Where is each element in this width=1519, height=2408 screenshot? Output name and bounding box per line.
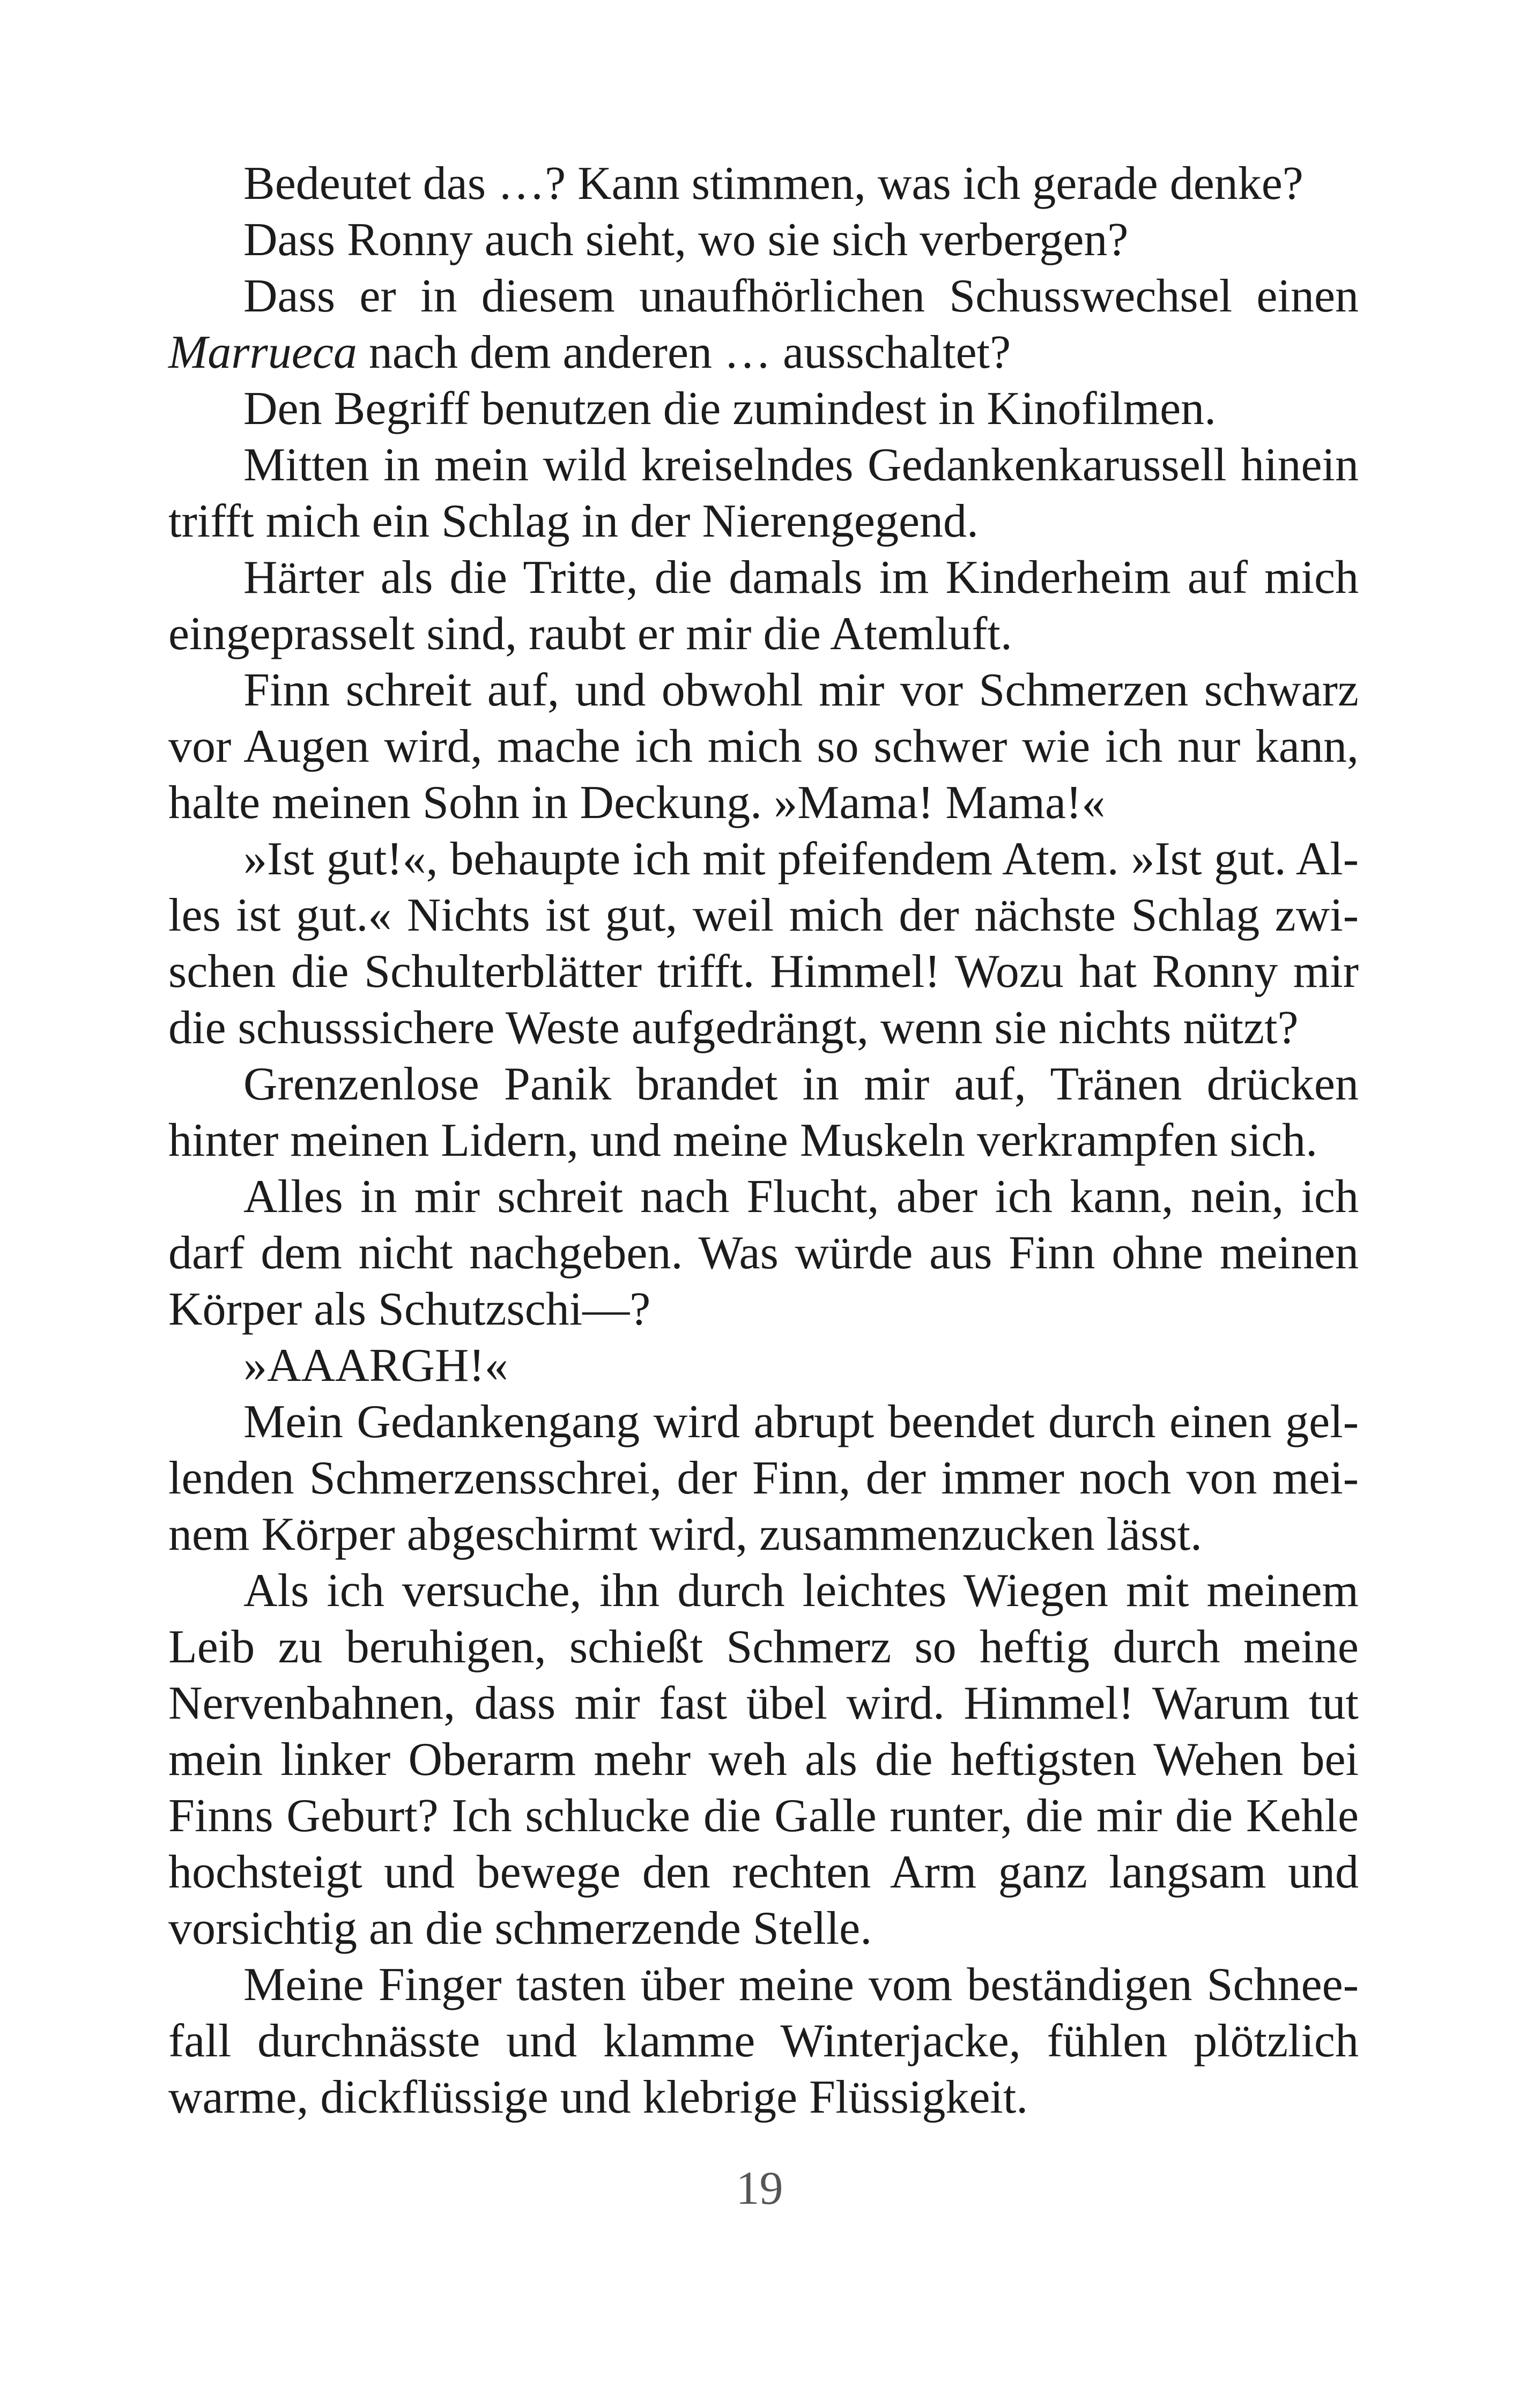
text-line: »AAARGH!«: [243, 1340, 508, 1392]
text-line: lenden Schmerzensschrei, der Finn, der immer noch von mei-: [168, 1452, 1359, 1504]
text-line: Härter als die Tritte, die damals im Kinderheim auf mich: [243, 552, 1359, 604]
text-line: vor Augen wird, mache ich mich so schwer wie ich nur kann,: [168, 720, 1359, 772]
text-line: Als ich versuche, ihn durch leichtes Wiegen mit meinem: [243, 1565, 1359, 1617]
text-line: vorsichtig an die schmerzende Stelle.: [168, 1902, 872, 1954]
text-line: halte meinen Sohn in Deckung. »Mama! Mama!«: [168, 777, 1106, 829]
text-line: Grenzenlose Panik brandet in mir auf, Tränen drücken: [243, 1058, 1359, 1110]
text-line: Mitten in mein wild kreiselndes Gedankenkarussell hinein: [243, 439, 1359, 491]
italic-word: Marrueca: [168, 326, 357, 378]
text-line: darf dem nicht nachgeben. Was würde aus Finn ohne meinen: [168, 1227, 1359, 1279]
text-line: hochsteigt und bewege den rechten Arm ganz langsam und: [168, 1846, 1359, 1898]
text-line: Nervenbahnen, dass mir fast übel wird. Himmel! Warum tut: [168, 1677, 1359, 1729]
text-line: Dass Ronny auch sieht, wo sie sich verbergen?: [243, 214, 1129, 266]
text-line: Finn schreit auf, und obwohl mir vor Schmerzen schwarz: [243, 664, 1359, 716]
text-segment: nach dem anderen … ausschaltet?: [357, 326, 1011, 378]
text-line: Dass er in diesem unaufhörlichen Schusswechsel einen: [243, 270, 1359, 322]
text-line: schen die Schulterblätter trifft. Himmel! Wozu hat Ronny mir: [168, 946, 1359, 998]
text-line: warme, dickflüssige und klebrige Flüssigkeit.: [168, 2071, 1028, 2123]
text-line: hinter meinen Lidern, und meine Muskeln verkrampfen sich.: [168, 1114, 1318, 1166]
text-line: Mein Gedankengang wird abrupt beendet durch einen gel-: [243, 1396, 1359, 1448]
text-line: les ist gut.« Nichts ist gut, weil mich der nächste Schlag zwi-: [168, 889, 1359, 941]
text-line: »Ist gut!«, behaupte ich mit pfeifendem Atem. »Ist gut. Al-: [243, 833, 1359, 885]
text-line: Meine Finger tasten über meine vom beständigen Schnee-: [243, 1959, 1359, 2011]
text-line: trifft mich ein Schlag in der Nierengegend.: [168, 495, 979, 547]
text-line: [168, 324, 1359, 381]
text-line: Bedeutet das …? Kann stimmen, was ich gerade denke?: [243, 158, 1303, 210]
text-line: Den Begriff benutzen die zumindest in Kinofilmen.: [243, 383, 1217, 435]
text-line: Leib zu beruhigen, schießt Schmerz so heftig durch meine: [168, 1621, 1359, 1673]
text-line: nem Körper abgeschirmt wird, zusammenzucken lässt.: [168, 1508, 1203, 1560]
page-number: 19: [736, 2162, 783, 2214]
text-line: Finns Geburt? Ich schlucke die Galle runter, die mir die Kehle: [168, 1790, 1359, 1842]
text-line: Körper als Schutzschi—?: [168, 1283, 651, 1335]
text-line: die schusssichere Weste aufgedrängt, wenn sie nichts nützt?: [168, 1002, 1299, 1054]
text-line: eingeprasselt sind, raubt er mir die Atemluft.: [168, 608, 1012, 660]
body-text: [168, 155, 1359, 2125]
text-line: fall durchnässte und klamme Winterjacke, fühlen plötzlich: [168, 2015, 1359, 2067]
text-line: Alles in mir schreit nach Flucht, aber ich kann, nein, ich: [243, 1171, 1359, 1223]
text-line: mein linker Oberarm mehr weh als die heftigsten Wehen bei: [168, 1734, 1359, 1786]
